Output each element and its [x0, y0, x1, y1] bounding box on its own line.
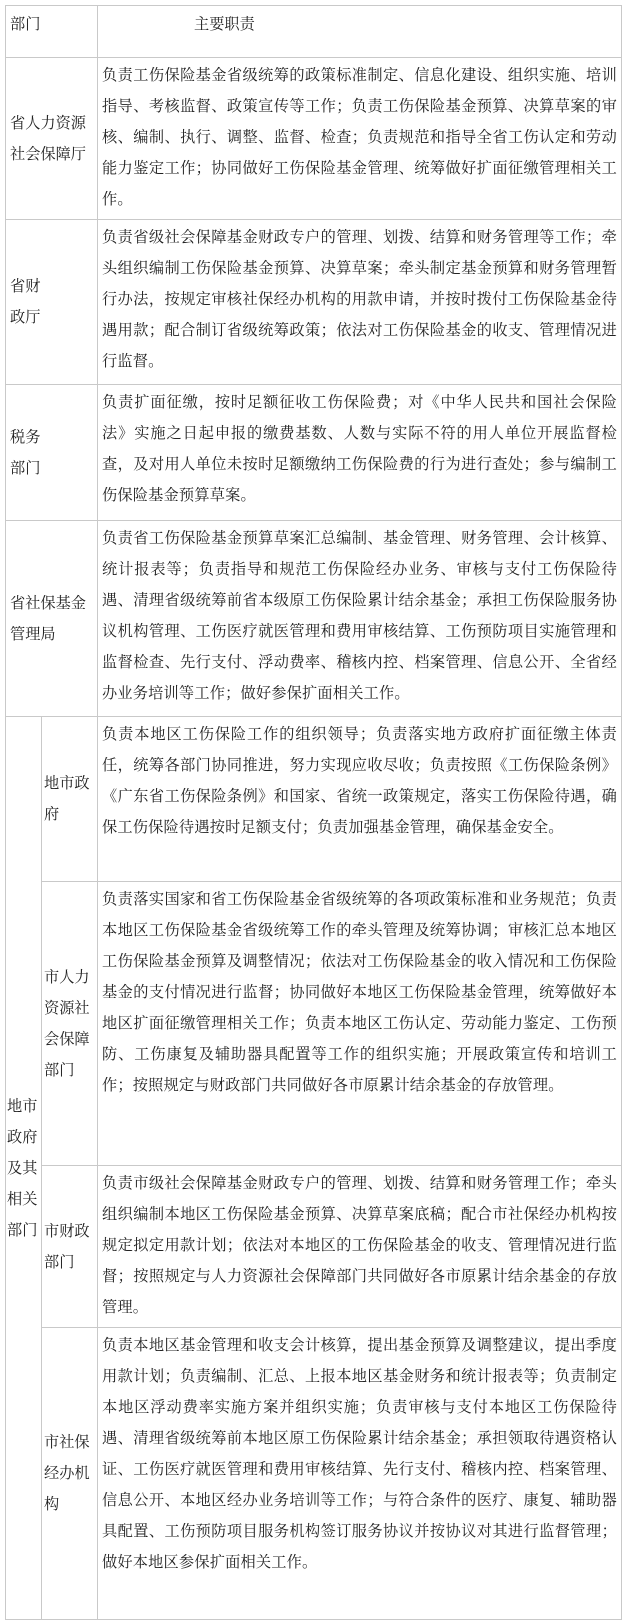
dept-provincial-social-security-fund: 省社保基金 管理局: [6, 521, 98, 717]
duty-table: [5, 5, 622, 1620]
dept-city-hrss: 市人力 资源社 会保障 部门: [42, 882, 98, 1166]
header-department: 部门: [6, 6, 98, 58]
duties-provincial-social-security-fund: 负责省工伤保险基金预算草案汇总编制、基金管理、财务管理、会计核算、统计报表等；负责指导和规范工伤保险经办业务、审核与支付工伤保险待遇、清理省级统筹前省本级原工伤保险累计结余基金；承担工伤保险服务协议机构管理、工伤医疗就医管理和费用审核结算、工伤预防项目实施管理和监督检查、先行支付、浮动费率、稽核内控、档案管理、信息公开、全省经办业务培训等工作；做好参保扩面相关工作。: [98, 521, 622, 717]
duties-tax: 负责扩面征缴，按时足额征收工伤保险费；对《中华人民共和国社会保险法》实施之日起申报的缴费基数、人数与实际不符的用人单位开展监督检查，及对用人单位未按时足额缴纳工伤保险费的行为进行查处；参与编制工伤保险基金预算草案。: [98, 385, 622, 521]
dept-city-social-security-agency: 市社保 经办机 构: [42, 1328, 98, 1620]
table-row: [6, 717, 622, 882]
duties-provincial-finance: 负责省级社会保障基金财政专户的管理、划拨、结算和财务管理等工作；牵头组织编制工伤保险基金预算、决算草案；牵头制定基金预算和财务管理暂行办法，按规定审核社保经办机构的用款申请，并按时拨付工伤保险基金待遇用款；配合制订省级统筹政策；依法对工伤保险基金的收支、管理情况进行监督。: [98, 220, 622, 385]
table-row: [6, 58, 622, 220]
dept-city-finance: 市财政 部门: [42, 1166, 98, 1328]
duties-city-hrss: 负责落实国家和省工伤保险基金省级统筹的各项政策标准和业务规范；负责本地区工伤保险基金省级统筹工作的牵头管理及统筹协调；审核汇总本地区工伤保险基金预算及调整情况；依法对工伤保险基金的收入情况和工伤保险基金的支付情况进行监督；协同做好本地区工伤保险基金管理，统筹做好本地区扩面征缴管理相关工作；负责本地区工伤认定、劳动能力鉴定、工伤预防、工伤康复及辅助器具配置等工作的组织实施；开展政策宣传和培训工作；按照规定与财政部门共同做好各市原累计结余基金的存放管理。: [98, 882, 622, 1166]
duties-city-government: 负责本地区工伤保险工作的组织领导；负责落实地方政府扩面征缴主体责任，统筹各部门协同推进，努力实现应收尽收；负责按照《工伤保险条例》《广东省工伤保险条例》和国家、省统一政策规定，落实工伤保险待遇，确保工伤保险待遇按时足额支付；负责加强基金管理，确保基金安全。: [98, 717, 622, 882]
table-row: [6, 1166, 622, 1328]
duties-city-social-security-agency: 负责本地区基金管理和收支会计核算，提出基金预算及调整建议，提出季度用款计划；负责编制、汇总、上报本地区基金财务和统计报表等；负责制定本地区浮动费率实施方案并组织实施；负责审核与支付本地区工伤保险待遇、清理省级统筹前本地区原工伤保险累计结余基金；承担领取待遇资格认证、工伤医疗就医管理和费用审核结算、先行支付、稽核内控、档案管理、信息公开、本地区经办业务培训等工作；与符合条件的医疗、康复、辅助器具配置、工伤预防项目服务机构签订服务协议并按协议对其进行监督管理；做好本地区参保扩面相关工作。: [98, 1328, 622, 1620]
dept-provincial-finance: 省财 政厅: [6, 220, 98, 385]
table-row: [6, 385, 622, 521]
table-row: [6, 1328, 622, 1620]
duties-city-finance: 负责市级社会保障基金财政专户的管理、划拨、结算和财务管理工作；牵头组织编制本地区工伤保险基金预算、决算草案底稿；配合市社保经办机构按规定拟定用款计划；依法对本地区的工伤保险基金的收支、管理情况进行监督；按照规定与人力资源社会保障部门共同做好各市原累计结余基金的存放管理。: [98, 1166, 622, 1328]
header-duties: 主要职责: [98, 6, 622, 58]
dept-provincial-hrss: 省人力资源 社会保障厅: [6, 58, 98, 220]
dept-tax: 税务 部门: [6, 385, 98, 521]
table-header-row: [6, 6, 622, 58]
table-row: [6, 882, 622, 1166]
local-government-group: 地市 政府 及其 相关 部门: [6, 717, 42, 1620]
duties-provincial-hrss: 负责工伤保险基金省级统筹的政策标准制定、信息化建设、组织实施、培训指导、考核监督、政策宣传等工作；负责工伤保险基金预算、决算草案的审核、编制、执行、调整、监督、检查；负责规范和指导全省工伤认定和劳动能力鉴定工作；协同做好工伤保险基金管理、统筹做好扩面征缴管理相关工作。: [98, 58, 622, 220]
dept-city-government: 地市政 府: [42, 717, 98, 882]
table-row: [6, 220, 622, 385]
table-row: [6, 521, 622, 717]
